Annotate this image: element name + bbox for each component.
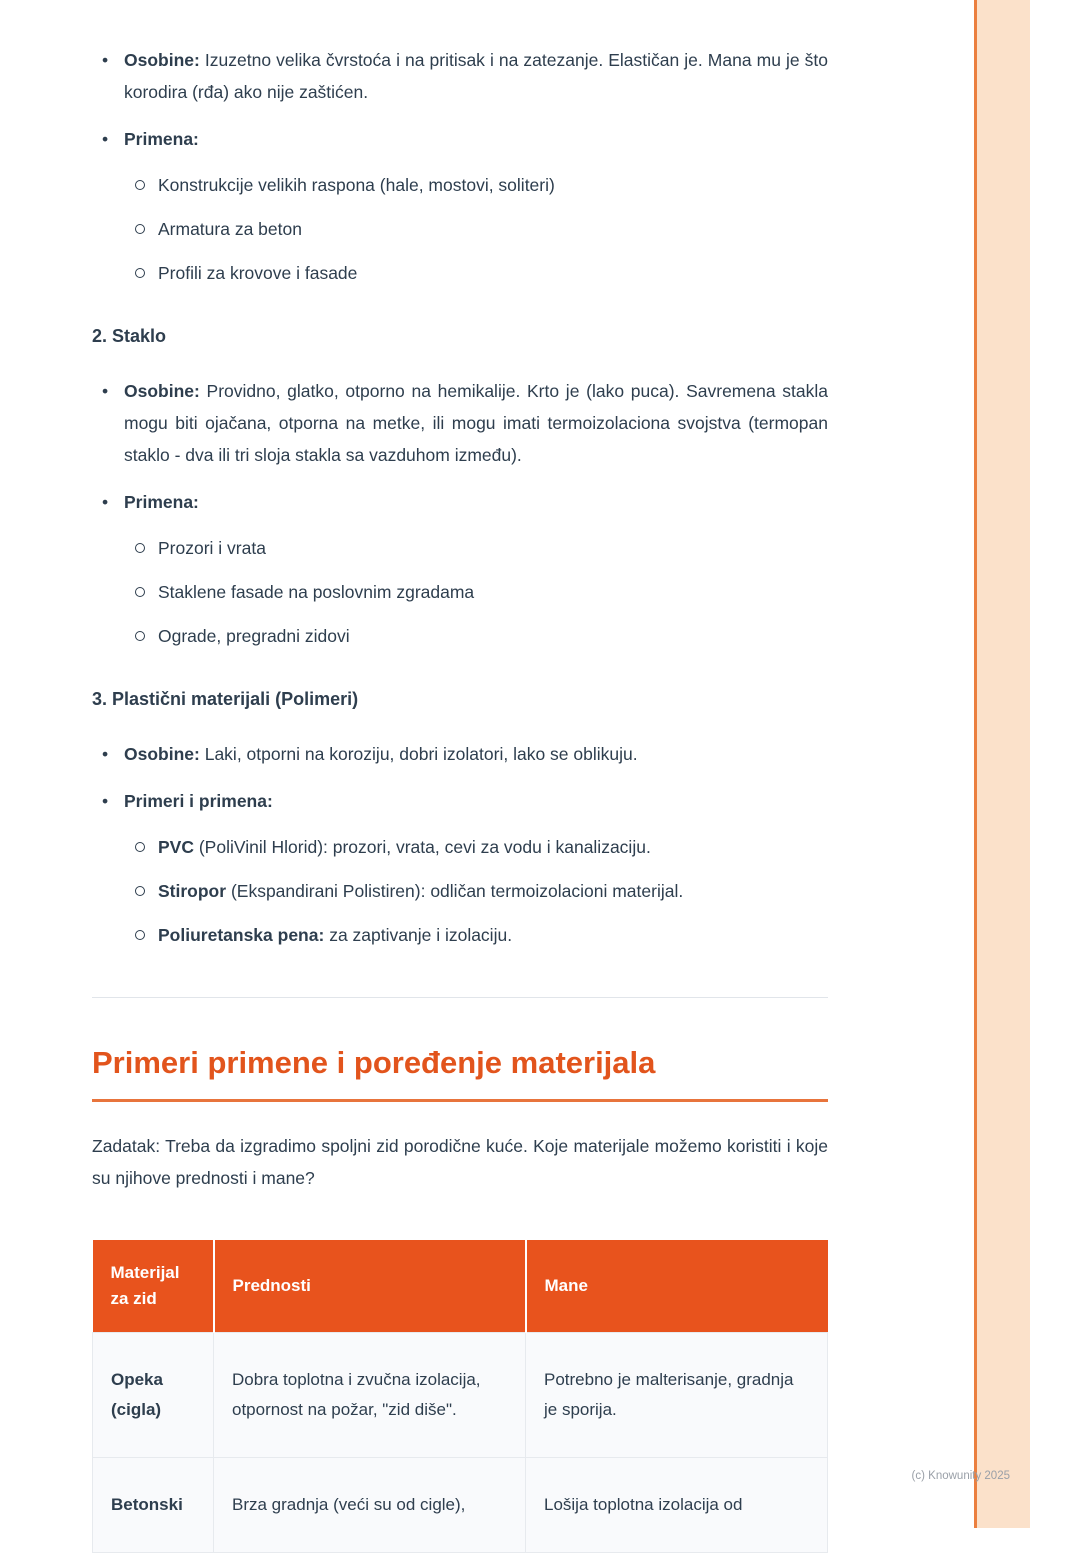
list-item	[124, 831, 828, 863]
staklo-list	[92, 375, 828, 652]
cell-material: Opeka (cigla)	[93, 1333, 214, 1458]
copyright-watermark: (c) Knowunity 2025	[911, 1470, 1010, 1482]
osobine-label: Osobine:	[124, 50, 200, 70]
item-text: (PoliVinil Hlorid): prozori, vrata, cevi za vodu i kanalizaciju.	[198, 837, 651, 857]
cell-mane: Lošija toplotna izolacija od	[526, 1458, 828, 1553]
list-item: Profili za krovove i fasade	[124, 257, 828, 289]
table-row	[93, 1333, 828, 1458]
item-text: (Ekspandirani Polistiren): odličan termoizolacioni materijal.	[230, 881, 684, 901]
page-title: Primeri primene i poređenje materijala	[92, 1044, 828, 1102]
osobine-label: Osobine:	[124, 381, 200, 401]
page-edge-stripe	[974, 0, 1030, 1528]
primeri-label: Primeri i primena:	[124, 791, 273, 811]
table-body	[93, 1333, 828, 1553]
table-header	[93, 1240, 828, 1333]
intro-paragraph: Zadatak: Treba da izgradimo spoljni zid porodične kuće. Koje materijale možemo koristiti i koje su njihove prednosti i mane?	[92, 1136, 828, 1188]
column-header-mane: Mane	[526, 1240, 828, 1333]
cell-material: Betonski	[93, 1458, 214, 1553]
list-item	[124, 875, 828, 907]
osobine-label: Osobine:	[124, 744, 200, 764]
osobine-text: Izuzetno velika čvrstoća i na pritisak i na zatezanje. Elastičan je. Mana mu je što korodira (rđa) ako nije zaštićen.	[124, 50, 828, 102]
materials-comparison-table	[92, 1240, 828, 1553]
item-term: Poliuretanska pena:	[158, 925, 325, 945]
cell-mane: Potrebno je malterisanje, gradnja je sporija.	[526, 1333, 828, 1458]
item-text: za zaptivanje i izolaciju.	[329, 925, 513, 945]
column-header-prednosti: Prednosti	[214, 1240, 526, 1333]
item-term: Stiropor	[158, 881, 227, 901]
section-heading-staklo: 2. Staklo	[92, 326, 167, 346]
primena-label: Primena:	[124, 129, 199, 149]
celik-osobine-item	[92, 44, 828, 108]
table-header-row	[93, 1240, 828, 1333]
section-heading-plastika: 3. Plastični materijali (Polimeri)	[92, 689, 359, 709]
osobine-text: Laki, otporni na koroziju, dobri izolatori, lako se oblikuju.	[204, 744, 638, 764]
list-item: Ograde, pregradni zidovi	[124, 620, 828, 652]
primena-label: Primena:	[124, 492, 199, 512]
celik-primena-sublist	[124, 169, 828, 289]
document-content	[92, 44, 828, 1553]
plastika-primeri-sublist	[124, 831, 828, 951]
celik-list	[92, 44, 828, 289]
staklo-primena-sublist	[124, 532, 828, 652]
celik-primena-item	[92, 123, 828, 289]
cell-prednosti: Dobra toplotna i zvučna izolacija, otpornost na požar, "zid diše".	[214, 1333, 526, 1458]
list-item: Konstrukcije velikih raspona (hale, mostovi, soliteri)	[124, 169, 828, 201]
list-item: Prozori i vrata	[124, 532, 828, 564]
plastika-osobine-item	[92, 738, 828, 770]
list-item: Staklene fasade na poslovnim zgradama	[124, 576, 828, 608]
section-divider	[92, 997, 828, 998]
list-item: Armatura za beton	[124, 213, 828, 245]
list-item	[124, 919, 828, 951]
osobine-text: Providno, glatko, otporno na hemikalije. Krto je (lako puca). Savremena stakla mogu biti ojačana, otporna na metke, ili mogu imati termoizolaciona svojstva (termopan staklo - dva ili tri sloja stakla sa vazduhom između).	[124, 381, 828, 465]
plastika-list	[92, 738, 828, 951]
cell-prednosti: Brza gradnja (veći su od cigle),	[214, 1458, 526, 1553]
column-header-materijal: Materijal za zid	[93, 1240, 214, 1333]
staklo-osobine-item	[92, 375, 828, 471]
staklo-primena-item	[92, 486, 828, 652]
item-term: PVC	[158, 837, 194, 857]
plastika-primeri-item	[92, 785, 828, 951]
table-row	[93, 1458, 828, 1553]
